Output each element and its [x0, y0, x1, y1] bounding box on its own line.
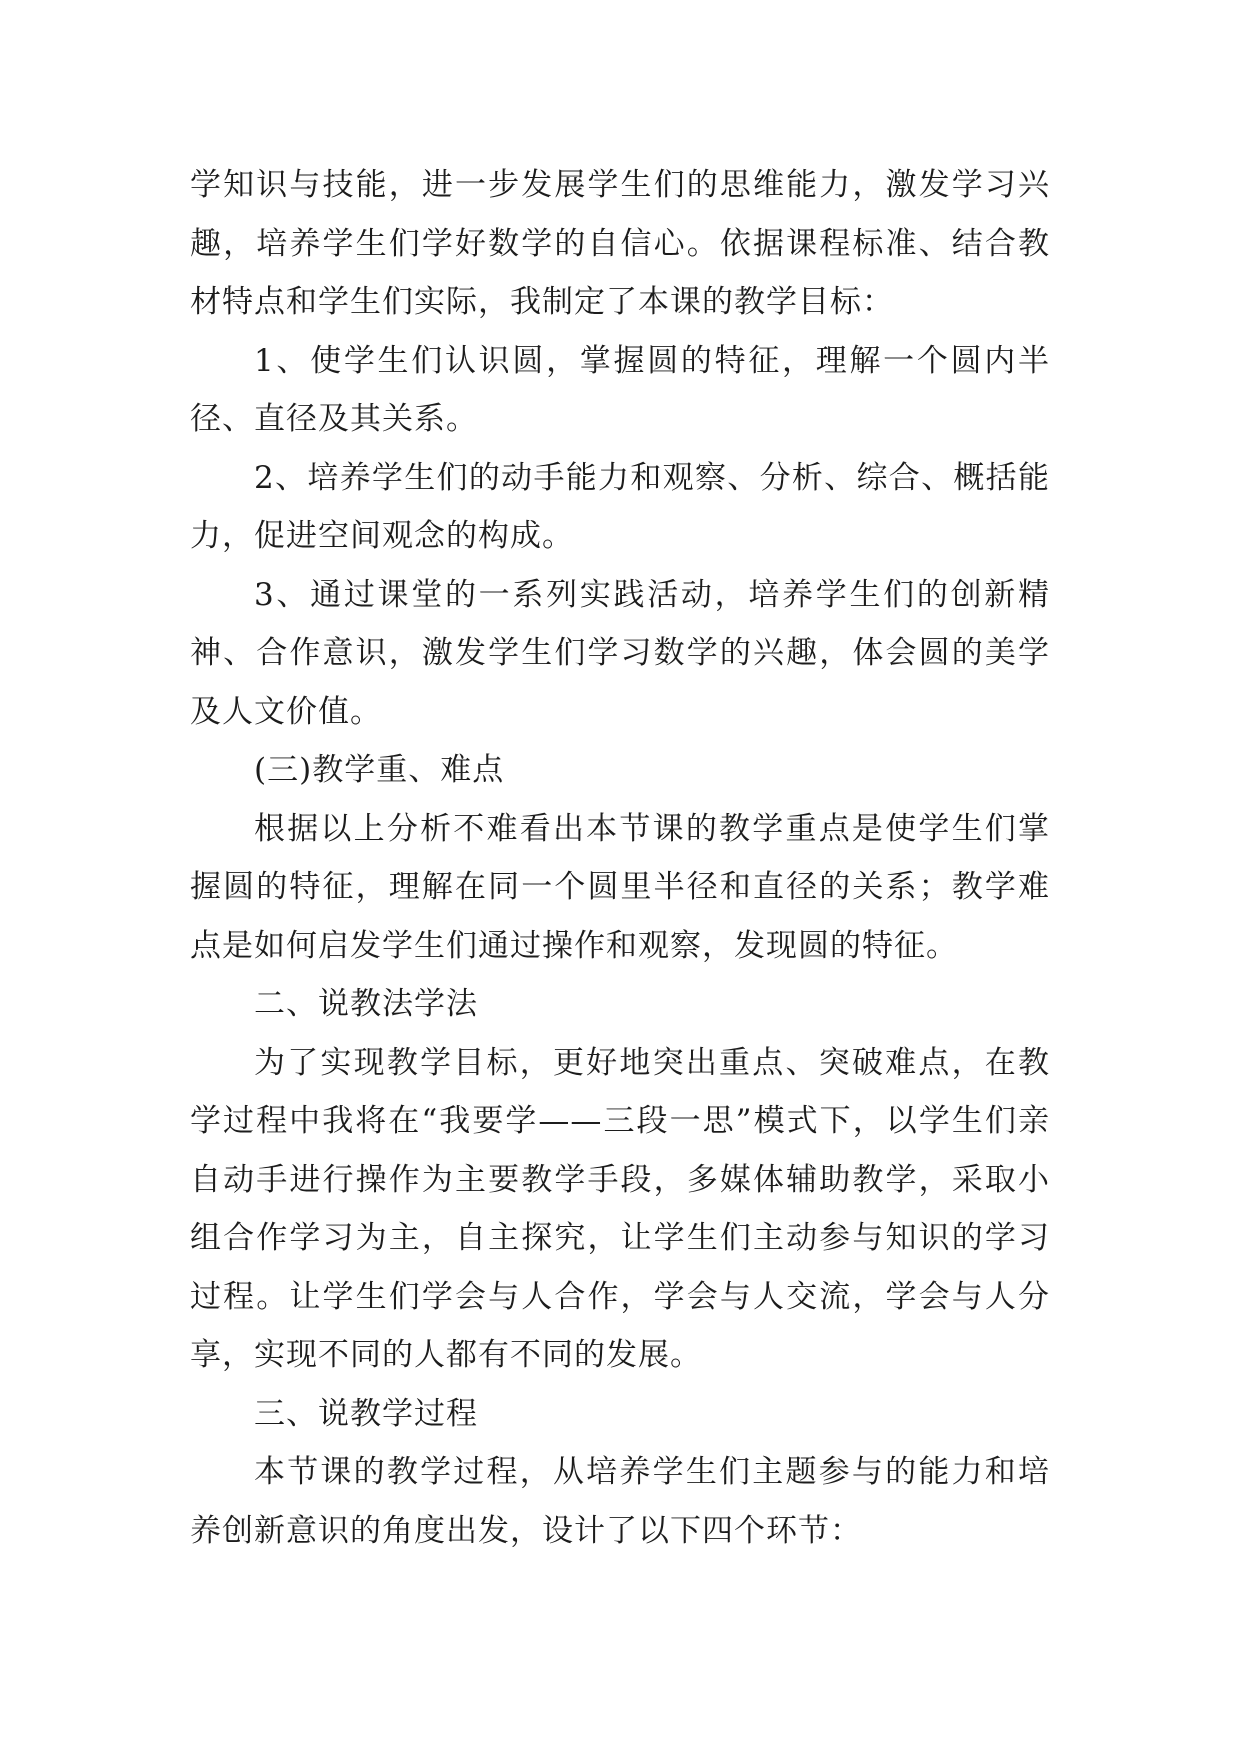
- paragraph-goal-1: 1、使学生们认识圆，掌握圆的特征，理解一个圆内半径、直径及其关系。: [190, 342, 1050, 437]
- paragraph-goal-3: 3、通过课堂的一系列实践活动，培养学生们的创新精神、合作意识，激发学生们学习数学的兴趣，体会圆的美学及人文价值。: [190, 576, 1050, 730]
- paragraph-goal-2: 2、培养学生们的动手能力和观察、分析、综合、概括能力，促进空间观念的构成。: [190, 459, 1050, 554]
- paragraph-key-points: 根据以上分析不难看出本节课的教学重点是使学生们掌握圆的特征，理解在同一个圆里半径和直径的关系；教学难点是如何启发学生们通过操作和观察，发现圆的特征。: [190, 810, 1050, 964]
- paragraph-teaching-process: 本节课的教学过程，从培养学生们主题参与的能力和培养创新意识的角度出发，设计了以下四个环节：: [190, 1454, 1050, 1549]
- section-heading-teaching-methods: 二、说教法学法: [254, 986, 478, 1022]
- section-heading-key-points: (三)教学重、难点: [254, 752, 505, 788]
- paragraph-teaching-methods: 为了实现教学目标，更好地突出重点、突破难点，在教学过程中我将在“我要学——三段一思”模式下，以学生们亲自动手进行操作为主要教学手段，多媒体辅助教学，采取小组合作学习为主，自主探究，让学生们主动参与知识的学习过程。让学生们学会与人合作，学会与人交流，学会与人分享，实现不同的人都有不同的发展。: [190, 1044, 1050, 1373]
- paragraph-continuation: 学知识与技能，进一步发展学生们的思维能力，激发学习兴趣，培养学生们学好数学的自信心。依据课程标准、结合教材特点和学生们实际，我制定了本课的教学目标：: [190, 167, 1050, 320]
- section-heading-teaching-process: 三、说教学过程: [254, 1395, 478, 1432]
- document-body: [190, 156, 1050, 1560]
